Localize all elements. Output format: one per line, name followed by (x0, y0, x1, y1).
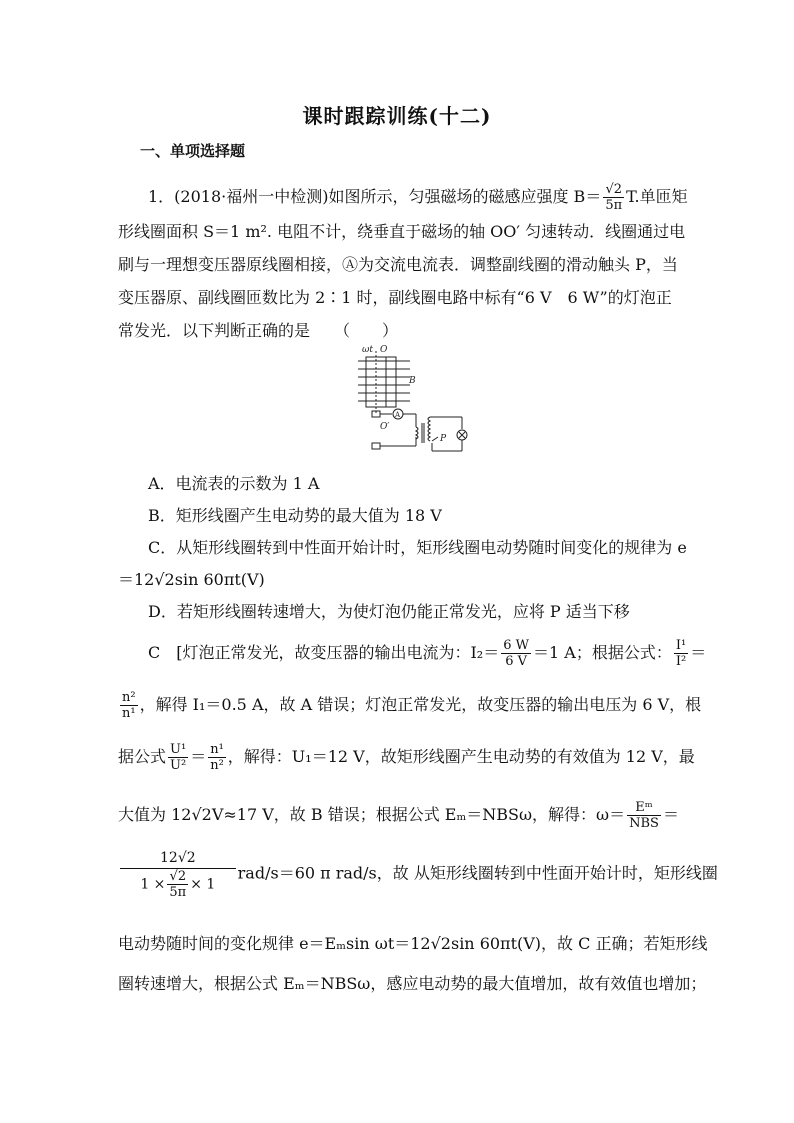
p-label: P (440, 434, 447, 444)
option-d: D．若矩形线圈转速增大，为使灯泡仍能正常发光，应将 P 适当下移 (148, 602, 630, 621)
answer-line-1: C [灯泡正常发光，故变压器的输出电流为：I₂＝ $\frac{6 W}{6 V}$ ＝1 A；根据公式： $\frac{\text{I¹}}{\text{I²}}$ ＝ (148, 638, 707, 669)
option-c-line-2: ＝12√2sin 60πt(V) (118, 570, 265, 589)
answer-line-4: 大值为 12√2V≈17 V，故 B 错误；根据公式 Eₘ＝NBSω，解得：ω＝ $\frac{\text{Eᵐ}}{\text{NBS}}$ ＝ (118, 800, 679, 831)
b-fraction: $\frac{√2}{5\pi}$ (605, 182, 623, 213)
question-text: T.单匝矩 (626, 187, 688, 206)
circuit-diagram (354, 345, 474, 465)
answer-line-2: $\frac{\text{n²}}{\text{n¹}}$ ，解得 I₁＝0.5 A，故 A 错误；灯泡正常发光，故变压器的输出电压为 6 V，根 (122, 690, 702, 721)
omega-label: ωt (362, 345, 373, 355)
page-title: 课时跟踪训练(十二) (302, 104, 492, 128)
question-text: 1．(2018·福州一中检测)如图所示，匀强磁场的磁感应强度 B＝ (148, 187, 602, 206)
fraction: $\frac{\text{Eᵐ}}{\text{NBS}}$ (629, 800, 659, 831)
answer-line-7: 圈转速增大，根据公式 Eₘ＝NBSω，感应电动势的最大值增加，故有效值也增加； (118, 974, 707, 993)
fraction: $\frac{\text{n¹}}{\text{n²}}$ (210, 742, 224, 773)
fraction: $\frac{\text{I¹}}{\text{I²}}$ (675, 638, 687, 669)
answer-line-6: 电动势随时间的变化规律 e＝Eₘsin ωt＝12√2sin 60πt(V)，故 C 正确；若矩形线 (118, 934, 708, 953)
option-b: B．矩形线圈产生电动势的最大值为 18 V (148, 506, 442, 525)
option-a: A．电流表的示数为 1 A (148, 474, 320, 493)
fraction: $\frac{6 W}{6 V}$ (503, 638, 529, 669)
question-line-1 (148, 182, 688, 213)
ammeter-label: A (395, 411, 401, 419)
section-heading: 一、单项选择题 (140, 142, 246, 160)
o-label: O (380, 345, 388, 355)
question-line-2: 形线圈面积 S＝1 m². 电阻不计，绕垂直于磁场的轴 OO′ 匀速转动．线圈通过电 (118, 222, 686, 241)
fraction: $\frac{\text{U¹}}{\text{U²}}$ (170, 742, 187, 773)
o-prime-label: O′ (380, 422, 390, 432)
fraction: $\frac{√2}{5\pi}$ (169, 869, 187, 900)
fraction: $\frac{\text{n²}}{\text{n¹}}$ (122, 690, 136, 721)
question-line-3: 刷与一理想变压器原线圈相接，Ⓐ为交流电流表．调整副线圈的滑动触头 P，当 (118, 255, 678, 274)
b-label: B (409, 376, 416, 386)
answer-line-3: 据公式 $\frac{\text{U¹}}{\text{U²}}$ ＝ $\frac{\text{n¹}}{\text{n²}}$ ，解得：U₁＝12 V，故矩形线圈产生电动势的有效值为 12 V，最 (118, 742, 695, 773)
answer-line-5: 12√2 1 × $\frac{√2}{5\pi}$ × 1 rad/s＝60 π rad/s，故 从矩形线圈转到中性面开始计时，矩形线圈 (118, 848, 718, 900)
option-c-line-1: C．从矩形线圈转到中性面开始计时，矩形线圈电动势随时间变化的规律为 e (148, 538, 687, 557)
question-line-5: 常发光．以下判断正确的是 （ ） (118, 321, 399, 340)
question-line-4: 变压器原、副线圈匝数比为 2∶1 时，副线圈电路中标有“6 V 6 W”的灯泡正 (118, 288, 672, 307)
omega-fraction: 12√2 1 × $\frac{√2}{5\pi}$ × 1 (120, 848, 236, 900)
